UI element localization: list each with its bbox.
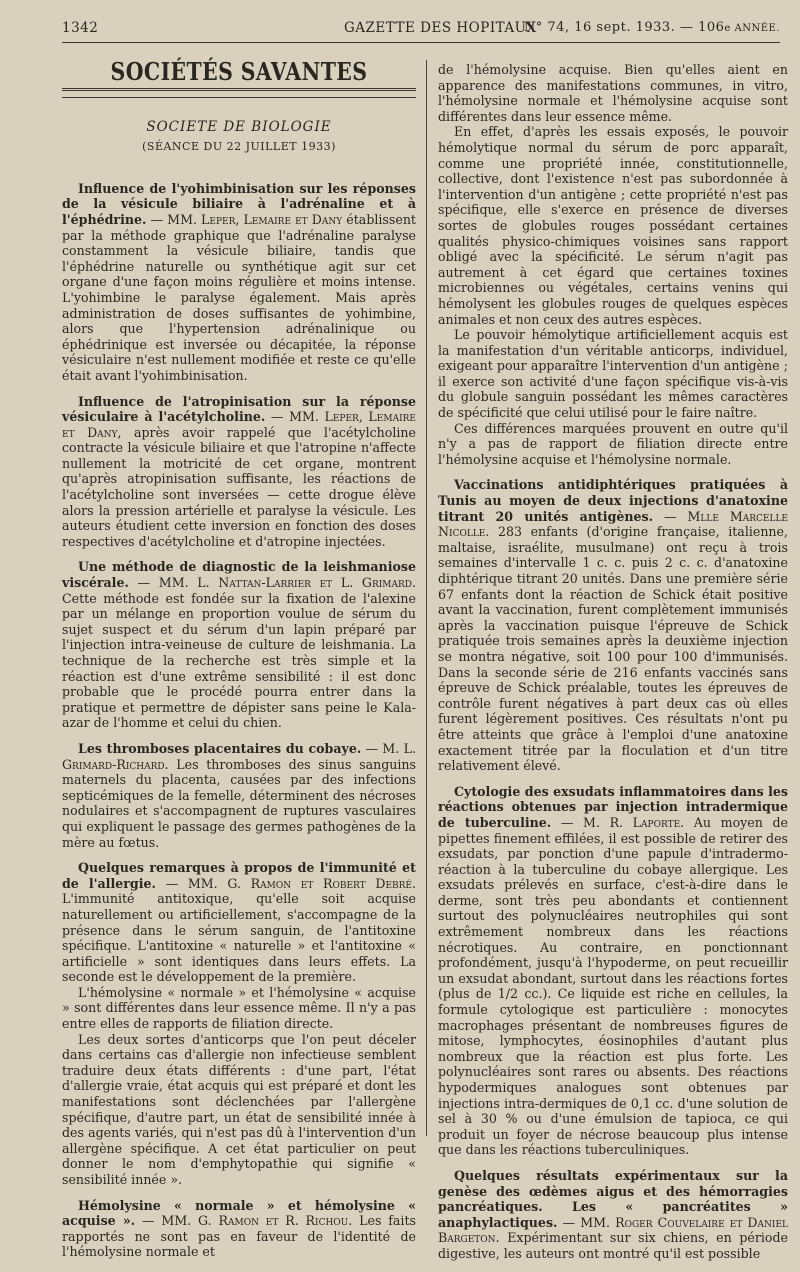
article-title: Quelques remarques à propos de l'immunité et de l'allergie.: [62, 860, 416, 891]
article: [62, 741, 416, 850]
article-authors: — MM. G. Ramon et Robert Debré.: [165, 875, 416, 891]
article: [438, 477, 788, 773]
section-rule-thin: [62, 97, 416, 98]
article: [438, 62, 788, 467]
left-articles: [62, 181, 416, 1260]
article-paragraph: [438, 62, 788, 124]
article-paragraph: [62, 559, 416, 731]
article-authors: — MM. L. Nattan-Larrier et L. Grimard.: [137, 575, 416, 591]
paragraph-text: établissent par la méthode graphique que l'adrénaline paralyse constamment la vésicule biliaire, tandis que l'éphédrine naturelle ou synthétique agit sur cet organe d'une façon moins régulière et moins intense. L'yohimbine le paralyse également. Mais après administration de doses suffisantes de yohimbine, alors que l'hypertension adrénalinique ou éphédrinique est inversée ou décapitée, la réponse vésiculaire n'est nullement modifiée et reste ce qu'elle était avant l'yohimbinisation.: [62, 211, 416, 383]
session-date: (SÉANCE DU 22 JUILLET 1933): [142, 140, 336, 154]
article-title: Les thromboses placentaires du cobaye.: [78, 740, 362, 756]
article: [62, 181, 416, 384]
paragraph-text: Le pouvoir hémolytique artificiellement acquis est la manifestation d'un véritable anticorps, individuel, exigeant pour apparaître l'intervention d'un antigène ; il exerce son activité d'une façon spécifique vis-à-vis du globule sanguin possédant les mêmes caractères de spécificité que celui utilisé pour le faire naître.: [438, 327, 788, 421]
article-title: Cytologie des exsudats inflammatoires dans les réactions obtenues par injection intradermique de tuberculine.: [438, 783, 788, 830]
article-title: Hémolysine « normale » et hémolysine « acquise ».: [62, 1197, 416, 1229]
page-number: 1342: [62, 20, 99, 36]
article-authors: — MM. G. Ramon et R. Richou.: [142, 1213, 353, 1229]
article-paragraph: [62, 394, 416, 550]
article: [438, 784, 788, 1158]
article-title: Une méthode de diagnostic de la leishmaniose viscérale.: [62, 559, 416, 591]
paragraph-text: de l'hémolysine acquise. Bien qu'elles aient en apparence des manifestations communes, in vitro, l'hémolysine normale et l'hémolysine acquise sont différentes dans leur essence même.: [438, 62, 788, 124]
article: [438, 1168, 788, 1262]
paragraph-text: Les thromboses des sinus sanguins maternels du placenta, causées par des infections septicémiques de la femelle, déterminent des nécroses nodulaires et s'accompagnent de ruptures vasculaires qui expliquent le passage des germes pathogènes de la mère au fœtus.: [62, 756, 416, 850]
article-title: Influence de l'atropinisation sur la réponse vésiculaire à l'acétylcholine.: [62, 393, 416, 425]
header-rule: [62, 42, 780, 43]
article-paragraph: [438, 124, 788, 327]
paragraph-text: Ces différences marquées prouvent en outre qu'il n'y a pas de rapport de filiation directe entre l'hémolysine acquise et l'hémolysine normale.: [438, 420, 788, 467]
article-paragraph: [438, 477, 788, 773]
article-authors: — MM. Leper, Lemaire et Dany,: [62, 409, 416, 440]
column-separator: [426, 60, 427, 1136]
article: [62, 860, 416, 1187]
section-title: SOCIÉTÉS SAVANTES: [110, 57, 368, 86]
issue-suffix: e ANNÉE.: [724, 23, 780, 34]
article-paragraph: [62, 1198, 416, 1260]
journal-title: GAZETTE DES HOPITAUX: [344, 20, 537, 36]
article-authors: — M. L. Grimard-Richard.: [62, 740, 416, 772]
article-authors: — M. R. Laporte.: [560, 814, 685, 830]
article-title: Influence de l'yohimbinisation sur les réponses de la vésicule biliaire à l'adrénaline et à l'éphédrine.: [62, 180, 416, 227]
paragraph-text: L'hémolysine « normale » et l'hémolysine « acquise » sont différentes dans leur essence même. Il n'y a pas entre elles de rapports de filiation directe.: [62, 984, 416, 1032]
article-title: Quelques résultats expérimentaux sur la genèse des œdèmes aigus et des hémorragies pancréatiques. Les « pancréatites » anaphylactiques.: [438, 1167, 788, 1230]
section-rule: [62, 88, 416, 91]
paragraph-text: Au moyen de pipettes finement effilées, il est possible de retirer des exsudats, par ponction d'une papule d'intradermo-réaction à la tuberculine du cobaye allergique. Les exsudats prélevés en surface, c'est-à-dire dans le derme, sont très peu abondants et contiennent surtout des polynucléaires neutrophiles qui sont extrêmement nombreux dans les réactions nécrotiques. Au contraire, en ponctionnant profondément, jusqu'à l'hypoderme, on peut recueillir un exsudat abondant, surtout dans les réactions fortes (plus de 1/2 cc.). Ce liquide est riche en cellules, la formule cytologique est particulière : monocytes macrophages présentant de nombreuses figures de mitose, lymphocytes, éosinophiles d'autant plus nombreux que la réaction est plus forte. Les polynucléaires sont rares ou absents. Des réactions hypodermiques analogues sont obtenues par injections intra-dermiques de 0,1 cc. d'une solution de sel à 30 % ou d'une émulsion de tapioca, ce qui produit un foyer de nécrose beaucoup plus intense que dans les réactions tuberculiniques.: [438, 814, 788, 1158]
paragraph-text: après avoir rappelé que l'acétylcholine contracte la vésicule biliaire et que l'atropine n'affecte nullement la motricité de cet organe, montrent qu'après atropinisation suffisante, les réactions de l'acétylcholine sont inversées — cette drogue élève alors la pression artérielle et paralyse la vésicule. Les auteurs étudient cette inversion en fonction des doses respectives d'acétylcholine et d'atropine injectées.: [62, 424, 416, 549]
paragraph-text: Les faits rapportés ne sont pas en faveur de l'identité de l'hémolysine normale et: [62, 1213, 416, 1260]
article-paragraph: [438, 327, 788, 421]
article-paragraph: [438, 421, 788, 468]
article-paragraph: [62, 1032, 416, 1188]
paragraph-text: En effet, d'après les essais exposés, le pouvoir hémolytique normal du sérum de porc apparaît, comme une propriété innée, constitutionnelle, collective, dont l'existence n'est pas subordonnée à l'intervention d'un antigène ; cette propriété n'est pas spécifique, elle s'exerce en présence de diverses sortes de globules rouges possédant certaines qualités physico-chimiques voisines sans rapport obligé avec la spécificité. Le sérum n'agit pas autrement à cet égard que certaines toxines microbiennes ou végétales, certains venins qui hémolysent les globules rouges de quelques espèces animales et non ceux des autres espèces.: [438, 124, 788, 327]
article-authors: — MM. Roger Couvelaire et Daniel Bargeton.: [438, 1214, 788, 1246]
article-paragraph: [438, 1168, 788, 1262]
left-column: [62, 57, 416, 1270]
article: [62, 394, 416, 550]
article-paragraph: [62, 860, 416, 985]
article-paragraph: [62, 741, 416, 850]
article: [62, 1198, 416, 1260]
paragraph-text: Cette méthode est fondée sur la fixation de l'alexine par un mélange en proportion voulue de sérum du sujet suspect et du sérum d'un lapin préparé par l'injection intra-veineuse de culture de leishmania. La technique de la recherche est très simple et la réaction est d'une extrême sensibilité : il est donc probable que le procédé pourra entrer dans la pratique et permettre de dépister sans peine le Kala-azar de l'homme et celui du chien.: [62, 590, 416, 731]
paragraph-text: Les deux sortes d'anticorps que l'on peut déceler dans certains cas d'allergie non infectieuse semblent traduire deux états différents : d'une part, l'état d'allergie vraie, état acquis qui est préparé et dont les manifestations sont déclenchées par l'allergène spécifique, d'autre part, un état de sensibilité innée à des agents variés, qui n'est pas dû à l'intervention d'un allergène spécifique. A cet état particulier on peut donner le nom d'emphytopathie qui signifie « sensibilité innée ».: [62, 1031, 416, 1187]
paragraph-text: 283 enfants (d'origine française, italienne, maltaise, israélite, musulmane) ont reçu à trois semaines d'intervalle 1 c. c. puis 2 c. c. d'anatoxine diphtérique titrant 20 unités. Dans une première série 67 enfants dont la réaction de Schick était positive avant la vaccination, furent complètement immunisés après la vaccination puisque l'épreuve de Schick pratiquée trois semaines après la deuxième injection se montra négative, soit 100 pour 100 d'immunisés. Dans la seconde série de 216 enfants vaccinés sans épreuve de Schick préalable, toutes les épreuves de contrôle furent négatives à part deux cas où elles furent légèrement positives. Ces résultats n'ont pu être atteints que grâce à l'emploi d'une anatoxine exactement titrée par la floculation et d'un titre relativement élevé.: [438, 524, 788, 774]
article-authors: — MM. Leper, Lemaire et Dany: [150, 211, 343, 227]
article: [62, 559, 416, 731]
article-title: Vaccinations antidiphtériques pratiquées à Tunis au moyen de deux injections d'anatoxine titrant 20 unités antigènes.: [438, 477, 788, 524]
article-paragraph: [62, 985, 416, 1032]
article-authors: — Mlle Marcelle Nicolle.: [438, 508, 789, 540]
page-header: [62, 20, 780, 42]
paragraph-text: L'immunité antitoxique, qu'elle soit acquise naturellement ou artificiellement, s'accompagne de la présence dans le sérum sanguin, de l'antitoxine spécifique. L'antitoxine « naturelle » et l'antitoxine « artificielle » sont identiques dans leurs effets. La seconde est le développement de la première.: [62, 891, 416, 985]
article-paragraph: [438, 784, 788, 1158]
right-column: [438, 62, 788, 1272]
paragraph-text: Expérimentant sur six chiens, en période digestive, les auteurs ont montré qu'il est possible: [438, 1230, 788, 1261]
right-articles: [438, 62, 788, 1262]
article-paragraph: [62, 181, 416, 384]
issue-text: N° 74, 16 sept. 1933. — 106: [523, 20, 725, 35]
issue-info: [524, 20, 780, 35]
society-name: SOCIETE DE BIOLOGIE: [146, 118, 332, 135]
